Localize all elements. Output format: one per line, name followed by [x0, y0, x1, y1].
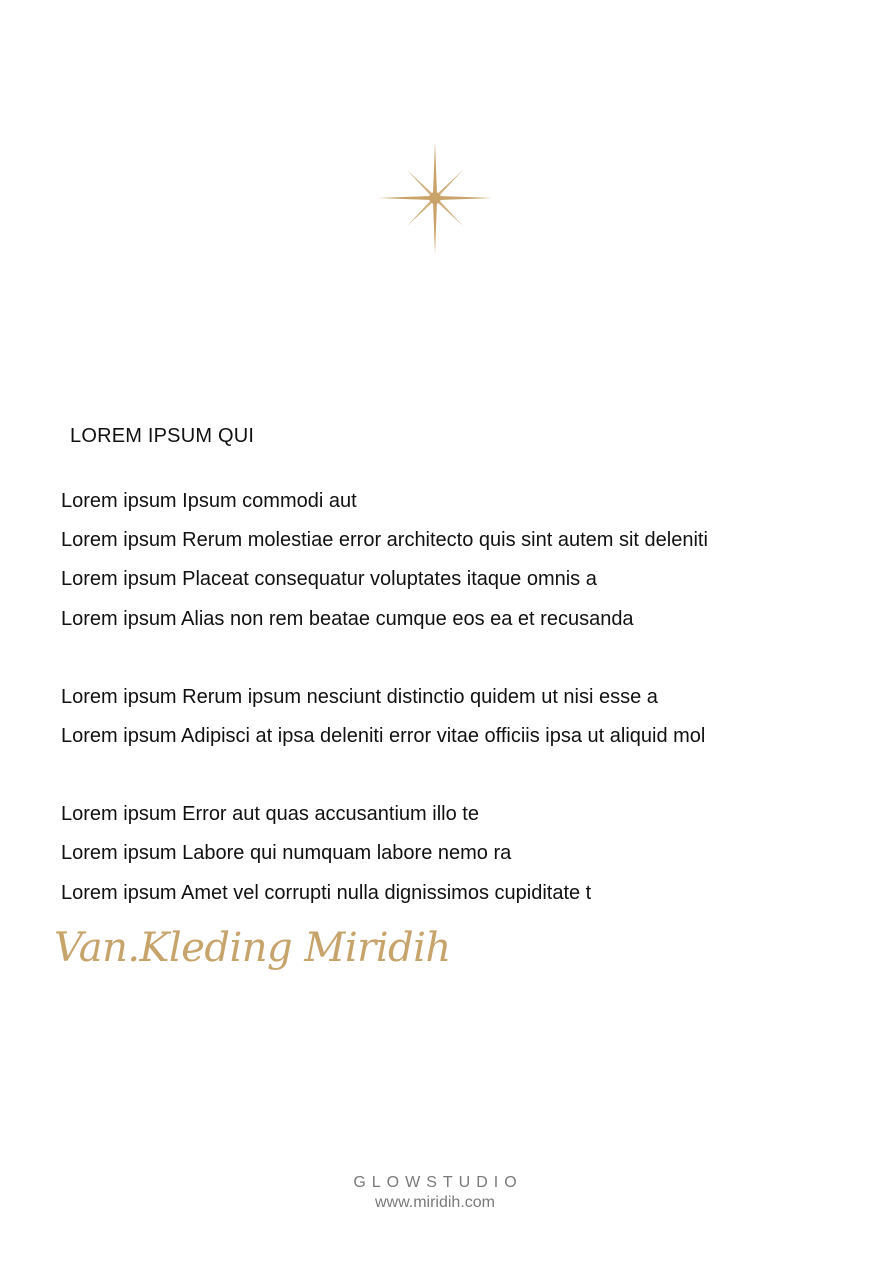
signature: Van.Kleding Miridih [54, 925, 451, 971]
section-heading: LOREM IPSUM QUI [70, 425, 255, 447]
paragraph [61, 795, 708, 913]
body-text [61, 482, 708, 952]
text-line: Lorem ipsum Amet vel corrupti nulla dignissimos cupiditate t [61, 881, 592, 904]
footer-url: www.miridih.com [374, 1194, 495, 1211]
text-line: Lorem ipsum Error aut quas accusantium illo te [61, 803, 479, 826]
text-line: Lorem ipsum Labore qui numquam labore nemo ra [61, 842, 512, 865]
text-line: Lorem ipsum Rerum molestiae error architecto quis sint autem sit deleniti [61, 529, 708, 552]
sparkle-star-icon [375, 138, 495, 258]
text-line: Lorem ipsum Ipsum commodi aut [61, 490, 357, 512]
paragraph [61, 678, 708, 756]
text-line: Lorem ipsum Placeat consequatur voluptates itaque omnis a [61, 568, 597, 591]
paragraph [61, 482, 708, 639]
text-line: Lorem ipsum Alias non rem beatae cumque eos ea et recusanda [61, 607, 634, 630]
footer [0, 1174, 870, 1212]
text-line: Lorem ipsum Rerum ipsum nesciunt distinctio quidem ut nisi esse a [61, 685, 658, 708]
text-line: Lorem ipsum Adipisci at ipsa deleniti error vitae officiis ipsa ut aliquid mol [61, 725, 706, 748]
footer-brand: GLOWSTUDIO [353, 1174, 523, 1191]
